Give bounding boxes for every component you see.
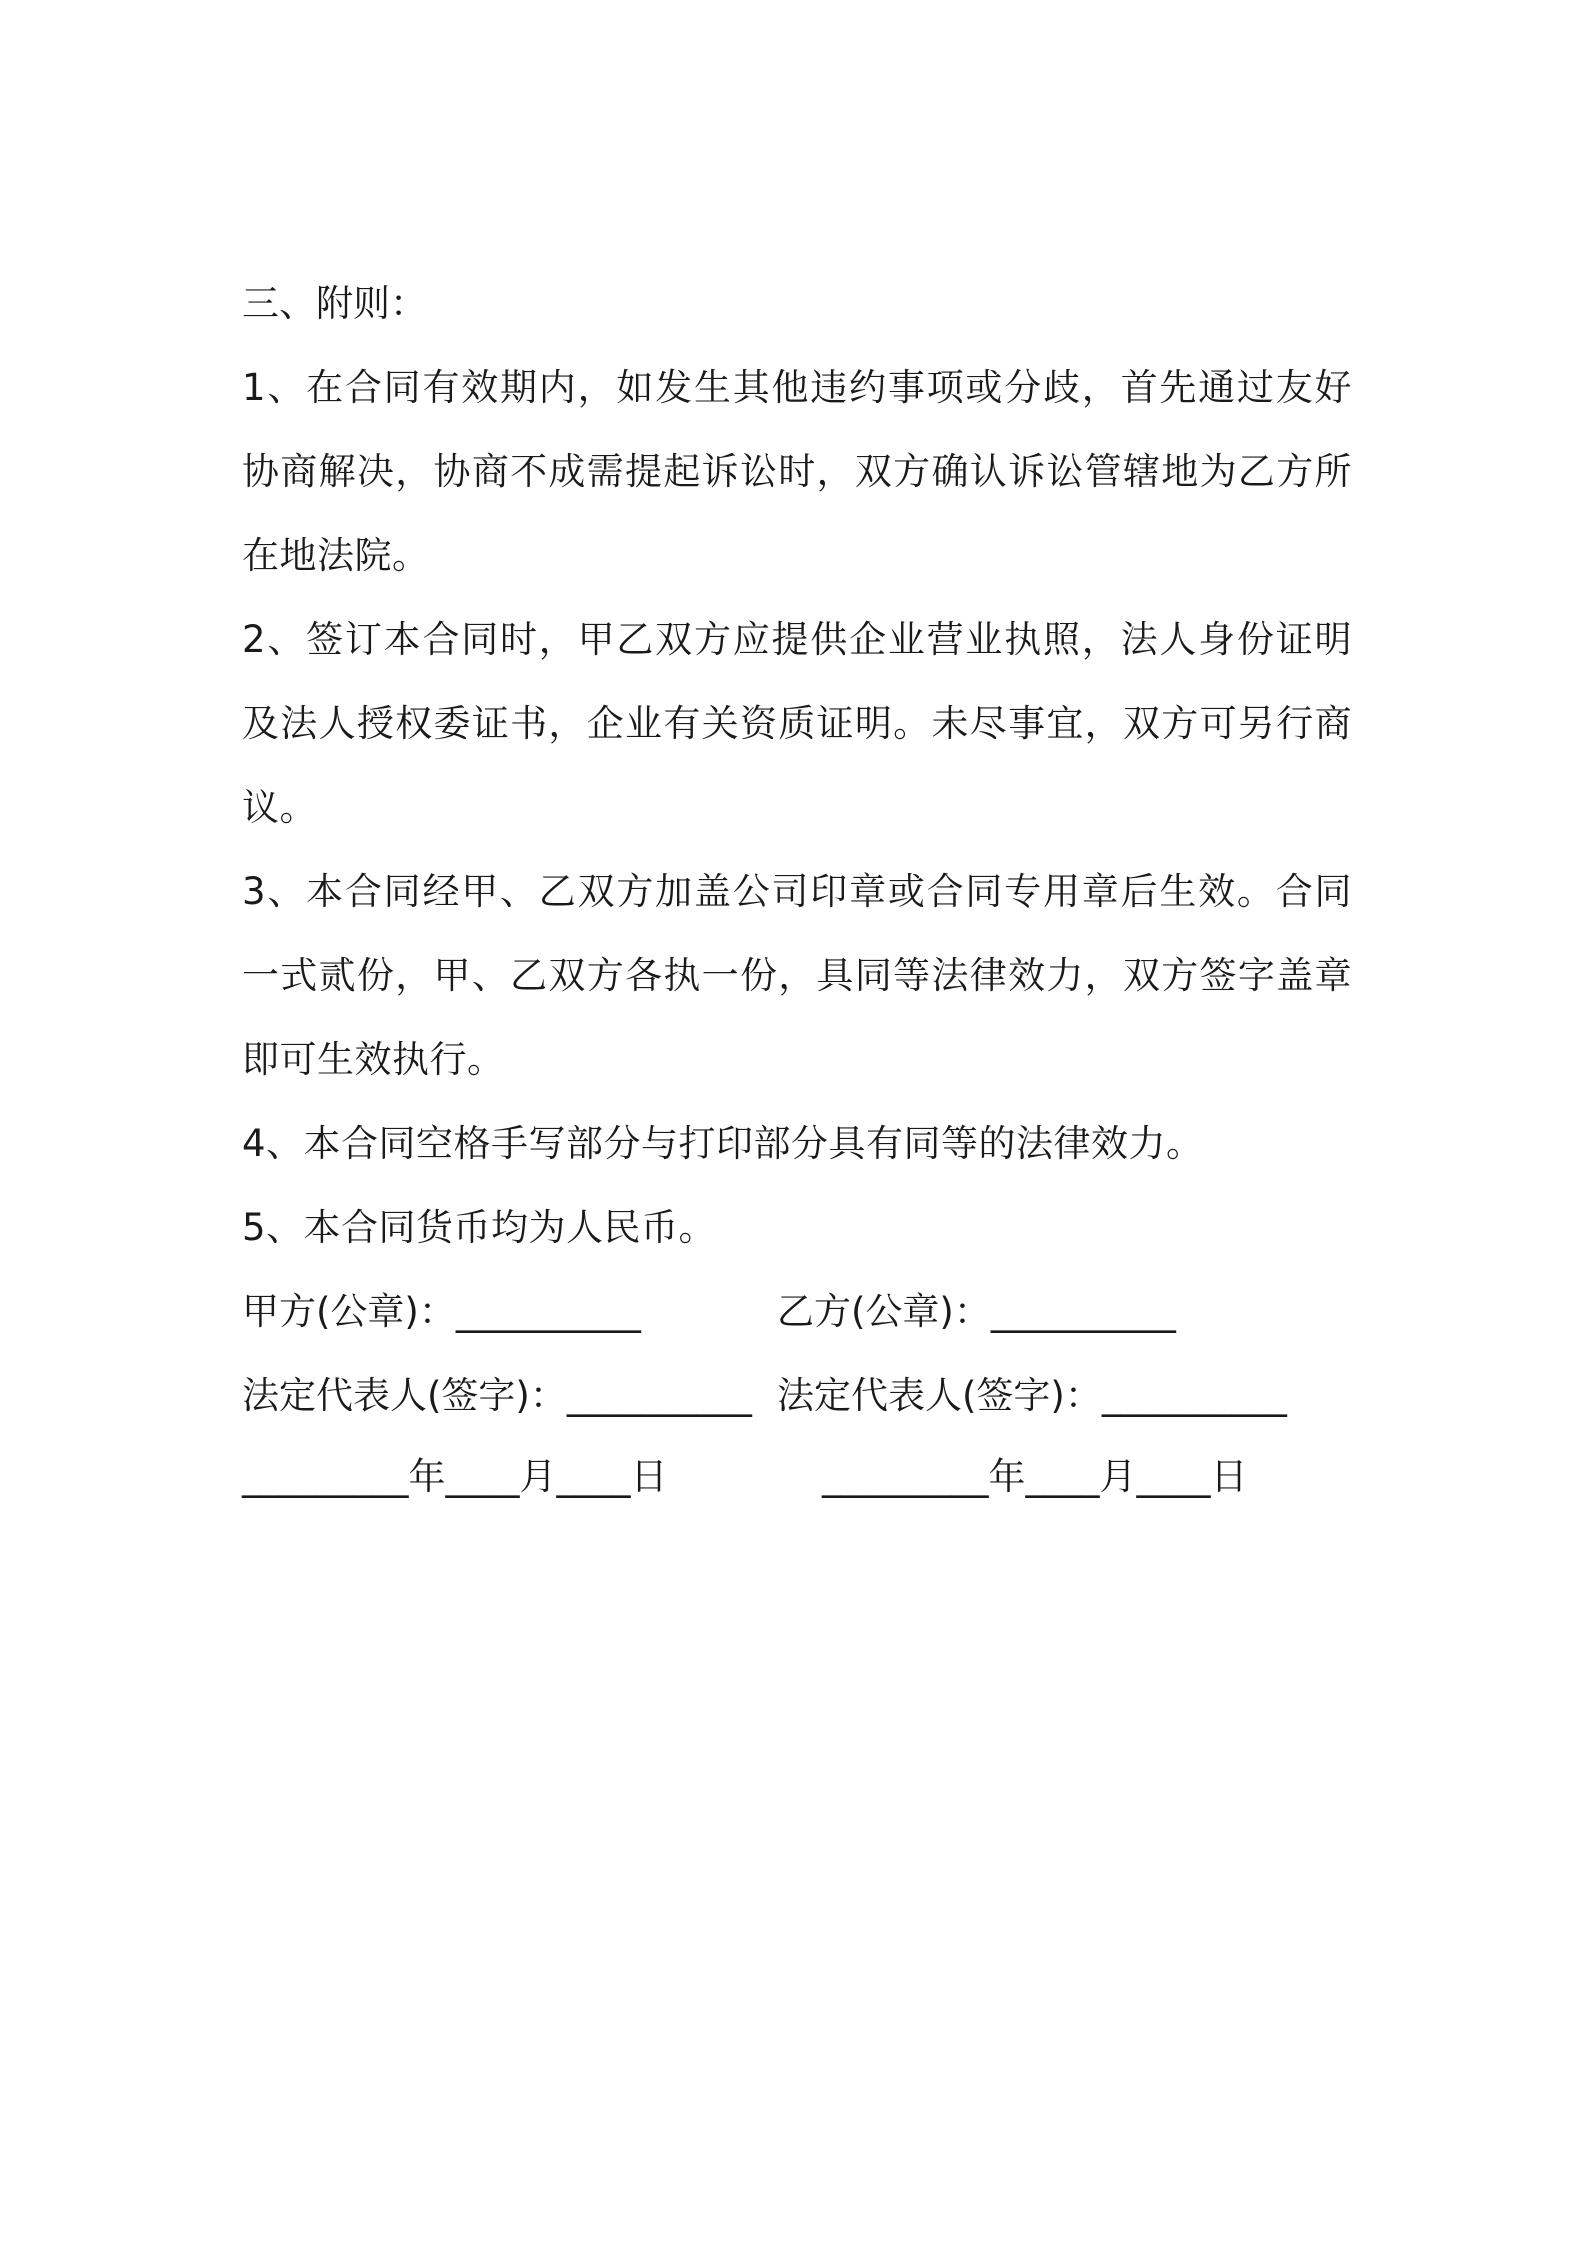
party-a-seal-field: 甲方(公章)：__________ [242,1290,641,1333]
seal-row [242,1270,1352,1354]
clause-list [242,346,1352,1270]
party-a-date-field: _________年____月____日 [242,1455,668,1498]
party-b-representative-field: 法定代表人(签字)：__________ [777,1374,1287,1417]
clause-5: 5、本合同货币均为人民币。 [242,1206,717,1249]
clause-3: 3、本合同经甲、乙双方加盖公司印章或合同专用章后生效。合同一式贰份，甲、乙双方各执一份，具同等法律效力，双方签字盖章即可生效执行。 [242,870,1352,1081]
party-b-seal-field: 乙方(公章)：__________ [777,1290,1176,1333]
clause-1: 1、在合同有效期内，如发生其他违约事项或分歧，首先通过友好协商解决，协商不成需提起诉讼时，双方确认诉讼管辖地为乙方所在地法院。 [242,366,1352,577]
date-row [242,1438,1352,1516]
clause-4: 4、本合同空格手写部分与打印部分具有同等的法律效力。 [242,1122,1204,1165]
party-a-representative-field: 法定代表人(签字)：__________ [242,1374,752,1417]
representative-row [242,1354,1352,1438]
signature-block [242,1270,1352,1516]
party-b-date-field: _________年____月____日 [822,1455,1248,1498]
document-page [242,262,1352,1516]
clause-2: 2、签订本合同时，甲乙双方应提供企业营业执照，法人身份证明及法人授权委证书，企业有关资质证明。未尽事宜，双方可另行商议。 [242,618,1352,829]
section-heading: 三、附则： [242,282,427,325]
